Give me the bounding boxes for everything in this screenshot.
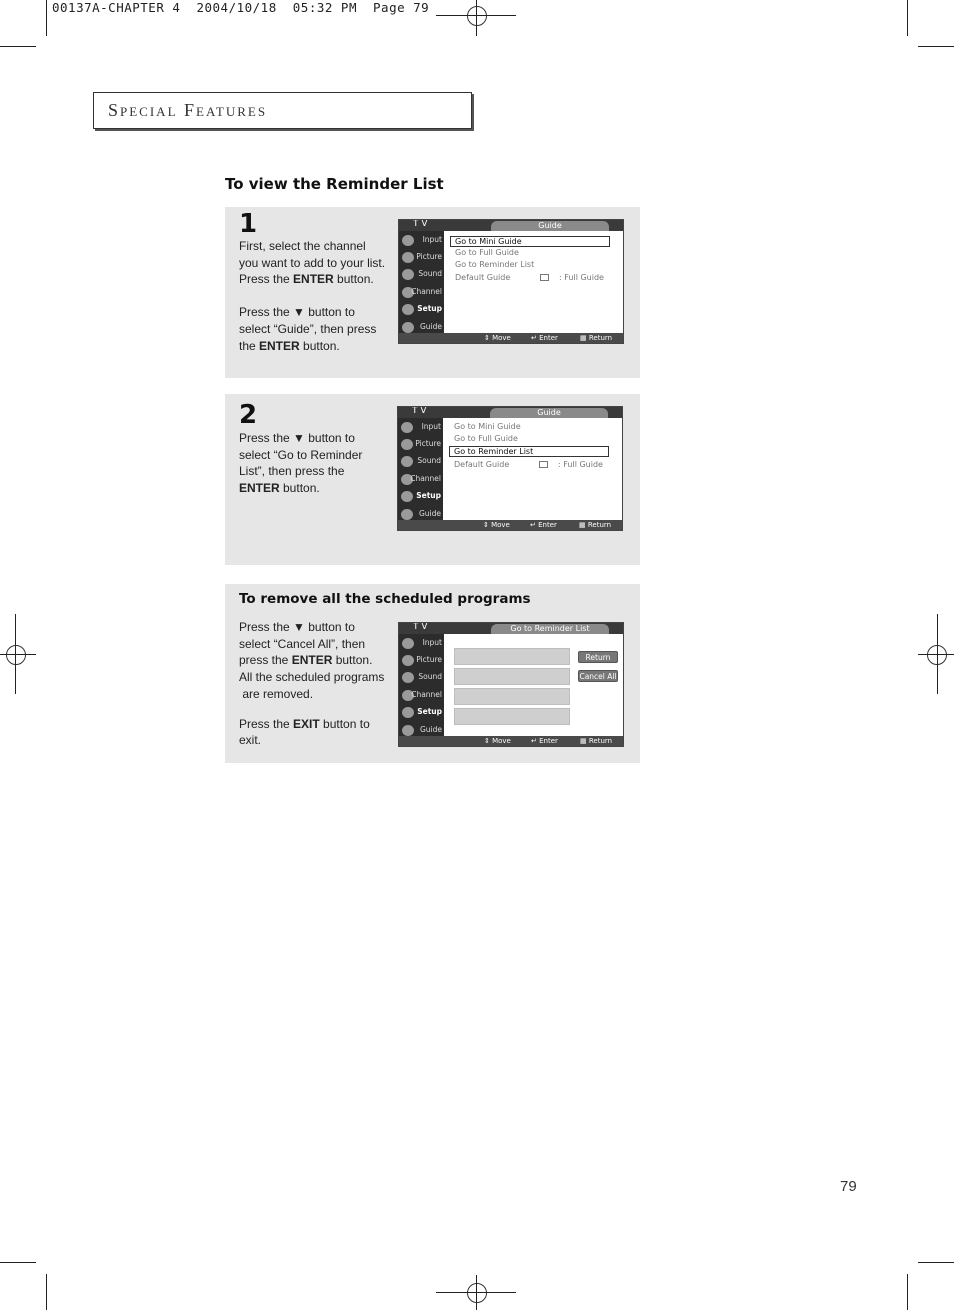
- picture-icon: [402, 252, 414, 263]
- sidebar-item-input[interactable]: [399, 232, 444, 249]
- spacer: [239, 703, 399, 716]
- sidebar-item-input[interactable]: [399, 635, 444, 652]
- default-guide-value: : Full Guide: [559, 273, 604, 282]
- text-line: [239, 338, 399, 355]
- tv-screen-reminder-list: [398, 622, 624, 747]
- step-number: 1: [239, 209, 258, 239]
- sidebar-label: Picture: [416, 252, 442, 261]
- text-line: select “Go to Reminder: [239, 447, 363, 462]
- sidebar-item-sound[interactable]: [399, 266, 444, 283]
- setup-icon: [401, 491, 413, 502]
- sidebar-label: Channel: [411, 287, 442, 296]
- panel-heading: To remove all the scheduled programs: [239, 591, 531, 607]
- step-2-panel: [225, 394, 640, 565]
- menu-item-mini-guide[interactable]: Go to Mini Guide: [450, 236, 610, 247]
- text-run: button.: [279, 481, 320, 496]
- step-2-text: [239, 430, 399, 497]
- move-hint: ⇕ Move: [483, 521, 510, 529]
- tv-menu-content: [444, 231, 623, 333]
- crop-mark: [0, 1262, 36, 1263]
- step-number: 2: [239, 400, 258, 430]
- text-line: Press the ▼ button to: [239, 305, 355, 320]
- crop-mark: [907, 0, 908, 36]
- move-label: Move: [491, 521, 510, 529]
- enter-keyword: ENTER: [259, 338, 300, 353]
- sidebar-label: Picture: [415, 439, 441, 448]
- setup-icon: [402, 707, 414, 718]
- registration-mark-icon: [6, 645, 26, 665]
- move-hint: ⇕ Move: [484, 737, 511, 745]
- remove-panel: [225, 584, 640, 763]
- text-line: Press the ▼ button to: [239, 620, 355, 634]
- sidebar-item-picture[interactable]: [399, 652, 444, 669]
- text-line: List”, then press the: [239, 464, 345, 479]
- sound-icon: [402, 269, 414, 280]
- text-run: button.: [333, 272, 374, 287]
- sidebar-item-picture[interactable]: [398, 436, 443, 453]
- sidebar-label: Setup: [417, 707, 442, 716]
- text-line: exit.: [239, 733, 262, 748]
- guide-icon: [402, 725, 414, 736]
- crop-mark: [46, 0, 47, 36]
- reminder-slot[interactable]: [454, 688, 570, 705]
- sound-icon: [401, 456, 413, 467]
- sidebar-label: Input: [421, 422, 441, 431]
- return-hint: ▦ Return: [580, 334, 613, 342]
- tv-label: T V: [413, 219, 428, 229]
- sidebar-label: Sound: [418, 269, 442, 278]
- sidebar-label: Setup: [417, 304, 442, 313]
- enter-label: Enter: [539, 737, 558, 745]
- tv-bottom-bar: [399, 736, 623, 746]
- text-line: [239, 480, 399, 497]
- sidebar-label: Picture: [416, 655, 442, 664]
- sidebar-item-picture[interactable]: [399, 249, 444, 266]
- sidebar-item-input[interactable]: [398, 419, 443, 436]
- text-run: button to: [319, 716, 370, 731]
- text-run: Press the: [239, 272, 294, 287]
- sidebar-item-sound[interactable]: [399, 669, 444, 686]
- sidebar-item-setup[interactable]: [399, 704, 444, 721]
- enter-keyword: ENTER: [291, 653, 333, 668]
- full-guide-icon: [539, 461, 548, 468]
- tv-screen-guide-1: [398, 219, 624, 344]
- crop-mark: [918, 46, 954, 47]
- picture-icon: [401, 439, 413, 450]
- text-run: button.: [299, 338, 340, 353]
- return-label: Return: [587, 521, 612, 529]
- enter-keyword: ENTER: [239, 481, 280, 496]
- registration-line: [15, 614, 16, 694]
- menu-tab: [491, 624, 609, 634]
- page-title: Special Features: [108, 100, 268, 120]
- return-hint: ▦ Return: [580, 737, 613, 745]
- text-line: [239, 652, 399, 669]
- move-hint: ⇕ Move: [484, 334, 511, 342]
- input-icon: [402, 638, 414, 649]
- tv-reminder-content: [444, 634, 623, 736]
- header-shadow: [95, 129, 474, 131]
- menu-title: Go to Reminder List: [510, 624, 590, 633]
- registration-line: [937, 614, 938, 694]
- enter-label: Enter: [538, 521, 557, 529]
- input-icon: [401, 422, 413, 433]
- enter-hint: ↵ Enter: [530, 521, 557, 529]
- sidebar-item-channel[interactable]: [398, 471, 443, 488]
- section-heading: To view the Reminder List: [225, 175, 444, 193]
- text-line: All the scheduled programs: [239, 670, 385, 685]
- menu-tab: [490, 408, 608, 418]
- move-label: Move: [492, 334, 511, 342]
- sidebar-label: Sound: [417, 456, 441, 465]
- sidebar-label: Guide: [419, 322, 442, 331]
- text-line: you want to add to your list.: [239, 255, 386, 270]
- sidebar-label: Input: [422, 235, 442, 244]
- picture-icon: [402, 655, 414, 666]
- print-slug: 00137A-CHAPTER 4 2004/10/18 05:32 PM Page 79: [52, 0, 430, 15]
- sidebar-label: Channel: [411, 690, 442, 699]
- sidebar-item-sound[interactable]: [398, 453, 443, 470]
- sidebar-label: Input: [422, 638, 442, 647]
- menu-item-default-guide[interactable]: Default Guide: [454, 460, 510, 469]
- tv-label: T V: [412, 406, 427, 416]
- registration-line: [918, 654, 954, 655]
- move-label: Move: [492, 737, 511, 745]
- return-label: Return: [588, 737, 613, 745]
- guide-icon: [402, 322, 414, 333]
- crop-mark: [46, 1274, 47, 1310]
- enter-hint: ↵ Enter: [531, 334, 558, 342]
- text-run: button.: [332, 653, 373, 668]
- registration-line: [0, 654, 36, 655]
- default-guide-value: : Full Guide: [558, 460, 603, 469]
- sidebar-label: Sound: [418, 672, 442, 681]
- step-1-text: [239, 238, 399, 354]
- text-line: are removed.: [239, 686, 314, 701]
- menu-item-full-guide[interactable]: Go to Full Guide: [455, 248, 519, 257]
- sidebar-label: Channel: [410, 474, 441, 483]
- text-run: press the: [239, 653, 292, 668]
- tv-sidebar: [399, 634, 444, 736]
- sidebar-item-setup[interactable]: [399, 301, 444, 318]
- input-icon: [402, 235, 414, 246]
- reminder-slot[interactable]: [454, 668, 570, 685]
- registration-line: [476, 0, 477, 36]
- sidebar-label: Setup: [416, 491, 441, 500]
- sidebar-label: Guide: [419, 725, 442, 734]
- reminder-slot[interactable]: [454, 648, 570, 665]
- menu-item-default-guide[interactable]: Default Guide: [455, 273, 511, 282]
- guide-icon: [401, 509, 413, 520]
- tv-bottom-bar: [398, 520, 622, 530]
- header-shadow: [472, 94, 474, 131]
- tv-sidebar: [398, 418, 443, 520]
- remove-text: [239, 619, 399, 749]
- registration-mark-icon: [467, 1283, 487, 1303]
- tv-label: T V: [413, 622, 428, 632]
- step-1-panel: [225, 207, 640, 378]
- full-guide-icon: [540, 274, 549, 281]
- reminder-slot[interactable]: [454, 708, 570, 725]
- text-line: [239, 271, 399, 288]
- text-line: Press the ▼ button to: [239, 431, 355, 445]
- spacer: [239, 288, 399, 304]
- tv-menu-content: [443, 418, 622, 520]
- enter-keyword: ENTER: [293, 272, 334, 287]
- menu-item-full-guide[interactable]: Go to Full Guide: [454, 434, 518, 443]
- tv-screen-guide-2: [397, 406, 623, 531]
- tv-bottom-bar: [399, 333, 623, 343]
- text-line: First, select the channel: [239, 239, 366, 253]
- page-number: 79: [840, 1178, 857, 1195]
- text-line: [239, 716, 399, 733]
- crop-mark: [0, 46, 36, 47]
- menu-title: Guide: [537, 408, 561, 417]
- sidebar-item-setup[interactable]: [398, 488, 443, 505]
- return-button[interactable]: Return: [578, 651, 618, 663]
- sidebar-item-channel[interactable]: [399, 687, 444, 704]
- text-line: select “Guide”, then press: [239, 321, 377, 336]
- text-run: the: [239, 338, 260, 353]
- return-hint: ▦ Return: [579, 521, 612, 529]
- exit-keyword: EXIT: [293, 716, 320, 731]
- crop-mark: [907, 1274, 908, 1310]
- menu-tab: [491, 221, 609, 231]
- text-line: select “Cancel All”, then: [239, 636, 366, 651]
- setup-icon: [402, 304, 414, 315]
- crop-mark: [918, 1262, 954, 1263]
- cancel-all-button[interactable]: Cancel All: [579, 672, 617, 681]
- enter-label: Enter: [539, 334, 558, 342]
- return-label: Return: [588, 334, 613, 342]
- sidebar-item-channel[interactable]: [399, 284, 444, 301]
- menu-item-mini-guide[interactable]: Go to Mini Guide: [454, 422, 521, 431]
- enter-hint: ↵ Enter: [531, 737, 558, 745]
- registration-mark-icon: [467, 6, 487, 26]
- text-run: Press the: [239, 716, 294, 731]
- menu-item-reminder-list[interactable]: Go to Reminder List: [455, 260, 535, 269]
- sound-icon: [402, 672, 414, 683]
- menu-item-reminder-list[interactable]: Go to Reminder List: [449, 446, 609, 457]
- tv-sidebar: [399, 231, 444, 333]
- sidebar-label: Guide: [418, 509, 441, 518]
- registration-line: [476, 1275, 477, 1310]
- menu-title: Guide: [538, 221, 562, 230]
